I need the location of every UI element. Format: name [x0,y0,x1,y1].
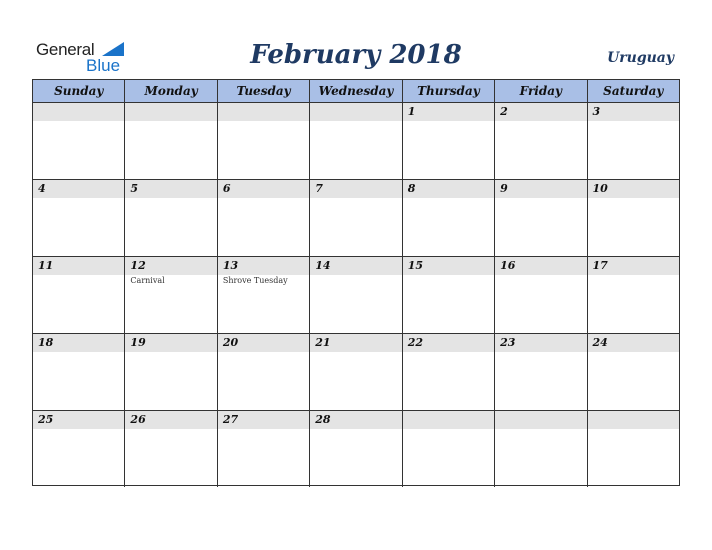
day-number: 24 [592,336,608,349]
logo-text-blue: Blue [86,56,121,75]
day-cell[interactable] [310,334,402,410]
day-cell[interactable] [125,411,217,487]
weekday-sunday: Sunday [33,80,125,102]
week-row [33,411,679,487]
weekday-saturday: Saturday [603,84,664,98]
day-cell[interactable] [33,411,125,487]
day-number: 16 [500,259,516,272]
day-cell[interactable] [588,257,679,333]
day-cell[interactable] [33,180,125,256]
day-cell[interactable] [125,180,217,256]
day-cell[interactable] [125,257,217,333]
day-cell[interactable] [495,180,587,256]
day-cell[interactable] [588,411,679,487]
calendar-title: February 2018 [250,40,462,70]
day-number: 10 [592,182,608,195]
day-cell[interactable] [588,180,679,256]
day-number: 25 [38,413,54,426]
week-row [33,334,679,411]
day-number: 27 [222,413,239,426]
weeks-container [33,103,679,487]
day-cell[interactable] [403,103,495,179]
day-header-band [495,411,586,429]
logo-text-general: General [36,40,95,59]
week-row [33,103,679,180]
day-number: 26 [130,413,146,426]
day-number: 3 [592,105,601,118]
day-cell[interactable] [495,411,587,487]
day-cell[interactable] [588,103,679,179]
day-number: 11 [38,259,54,272]
day-header-band [495,180,586,198]
day-header-band [218,103,309,121]
day-number: 28 [315,413,331,426]
weekday-monday: Monday [125,80,217,102]
day-number: 18 [38,336,54,349]
day-header-band [310,180,401,198]
day-number: 7 [315,182,323,195]
day-cell[interactable] [125,103,217,179]
day-cell[interactable] [495,257,587,333]
day-header-band [403,411,494,429]
day-cell[interactable] [218,334,310,410]
day-number: 20 [222,336,239,349]
weekday-wednesday: Wednesday [310,80,402,102]
day-cell[interactable] [218,257,310,333]
day-cell[interactable] [403,180,495,256]
day-number: 21 [315,336,331,349]
weekday-friday: Friday [495,80,587,102]
day-cell[interactable] [403,411,495,487]
day-header-band [125,180,216,198]
day-number: 22 [407,336,423,349]
day-header-band [495,103,586,121]
week-row [33,257,679,334]
holiday-label: Carnival [130,276,165,285]
day-cell[interactable] [403,257,495,333]
day-header-band [403,103,494,121]
week-row [33,180,679,257]
day-cell[interactable] [403,334,495,410]
day-cell[interactable] [33,103,125,179]
calendar-grid [32,79,680,486]
day-cell[interactable] [495,103,587,179]
day-header-band [403,180,494,198]
day-number: 2 [500,105,508,118]
day-cell[interactable] [310,257,402,333]
day-number: 12 [130,259,146,272]
day-cell[interactable] [33,334,125,410]
country-label: Uruguay [607,50,674,66]
day-number: 13 [222,259,239,272]
day-header-band [33,103,124,121]
day-cell[interactable] [310,411,402,487]
day-number: 6 [222,182,231,195]
day-cell[interactable] [33,257,125,333]
day-cell[interactable] [310,180,402,256]
day-number: 4 [38,182,46,195]
day-number: 9 [500,182,508,195]
day-header-band [588,411,679,429]
day-header-band [310,103,401,121]
day-header-band [218,180,309,198]
day-cell[interactable] [218,180,310,256]
day-cell[interactable] [218,411,310,487]
day-cell[interactable] [588,334,679,410]
day-number: 15 [407,259,423,272]
weekday-header-row [33,80,679,103]
holiday-label: Shrove Tuesday [222,276,288,285]
day-number: 23 [500,336,516,349]
day-number: 14 [315,259,331,272]
day-number: 17 [592,259,608,272]
day-number: 5 [130,182,139,195]
day-number: 8 [407,182,416,195]
day-header-band [588,103,679,121]
weekday-thursday: Thursday [403,80,495,102]
day-cell[interactable] [495,334,587,410]
day-cell[interactable] [310,103,402,179]
day-cell[interactable] [125,334,217,410]
day-number: 19 [130,336,146,349]
weekday-tuesday: Tuesday [218,80,310,102]
day-cell[interactable] [218,103,310,179]
day-number: 1 [407,105,416,118]
day-header-band [125,103,216,121]
day-header-band [33,180,124,198]
